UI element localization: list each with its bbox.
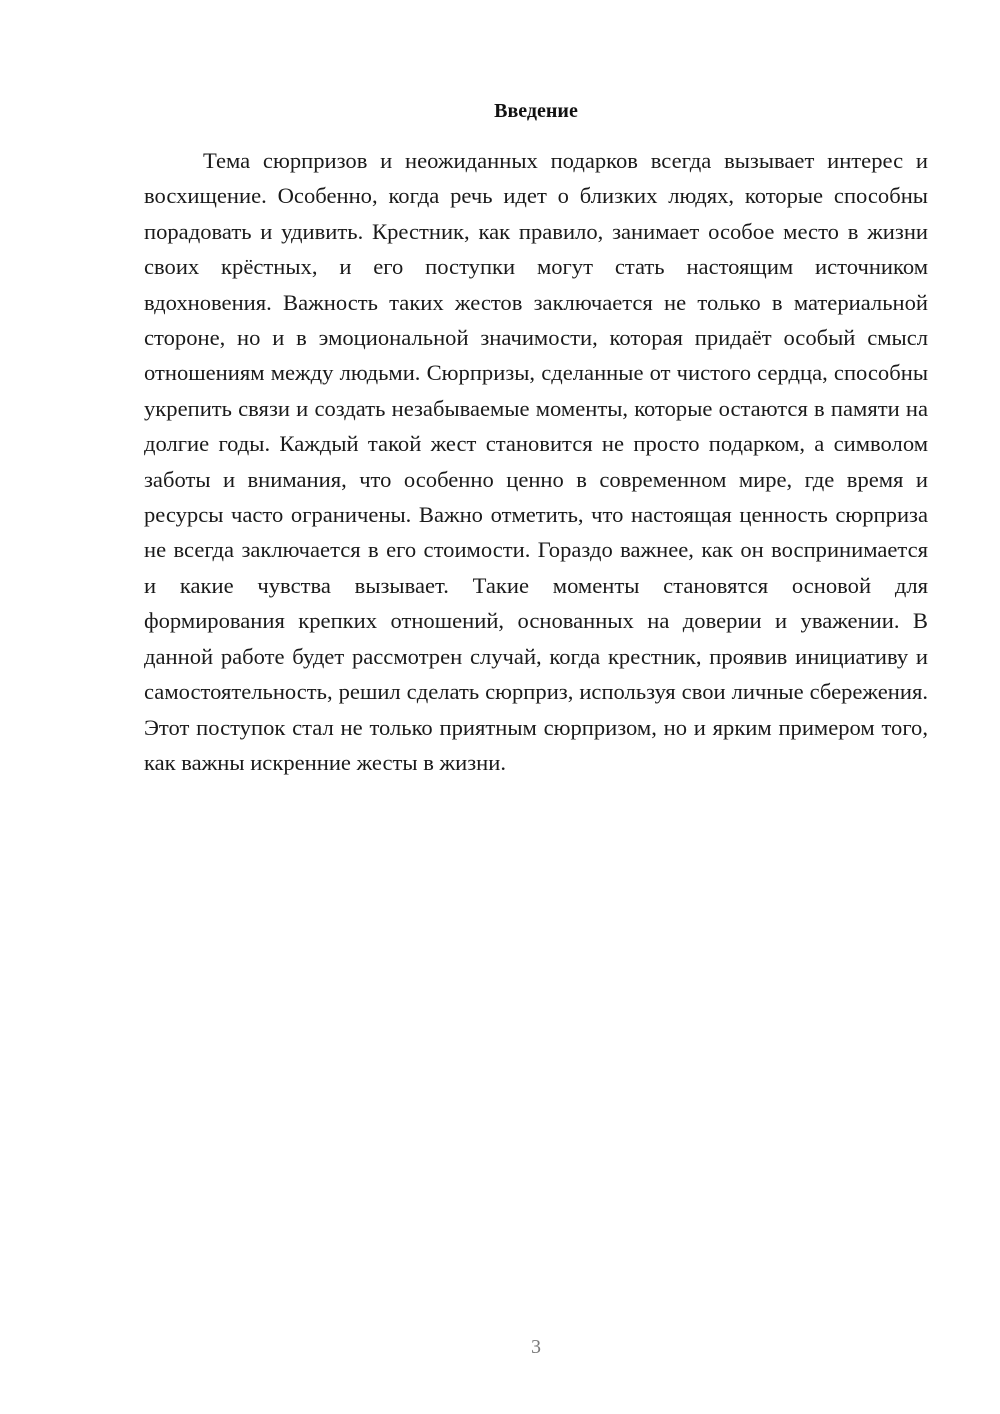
intro-paragraph: Тема сюрпризов и неожиданных подарков всегда вызывает интерес и восхищение. Особенно, когда речь идет о близких людях, которые способны порадовать и удивить. Крестник, как правило, занимает особое место в жизни своих крёстных, и его поступки могут стать настоящим источником вдохновения. Важность таких жестов заключается не только в материальной стороне, но и в эмоциональной значимости, которая придаёт особый смысл отношениям между людьми. Сюрпризы, сделанные от чистого сердца, способны укрепить связи и создать незабываемые моменты, которые остаются в памяти на долгие годы. Каждый такой жест становится не просто подарком, а символом заботы и внимания, что особенно ценно в современном мире, где время и ресурсы часто ограничены. Важно отметить, что настоящая ценность сюрприза не всегда заключается в его стоимости. Гораздо важнее, как он воспринимается и какие чувства вызывает. Такие моменты становятся основой для формирования крепких отношений, основанных на доверии и уважении. В данной работе будет рассмотрен случай, когда крестник, проявив инициативу и самостоятельность, решил сделать сюрприз, используя свои личные сбережения. Этот поступок стал не только приятным сюрпризом, но и ярким примером того, как важны искренние жесты в жизни.	[144, 148, 928, 775]
body-text	[144, 143, 928, 780]
page-number: 3	[531, 1336, 541, 1358]
section-heading: Введение	[494, 100, 578, 122]
